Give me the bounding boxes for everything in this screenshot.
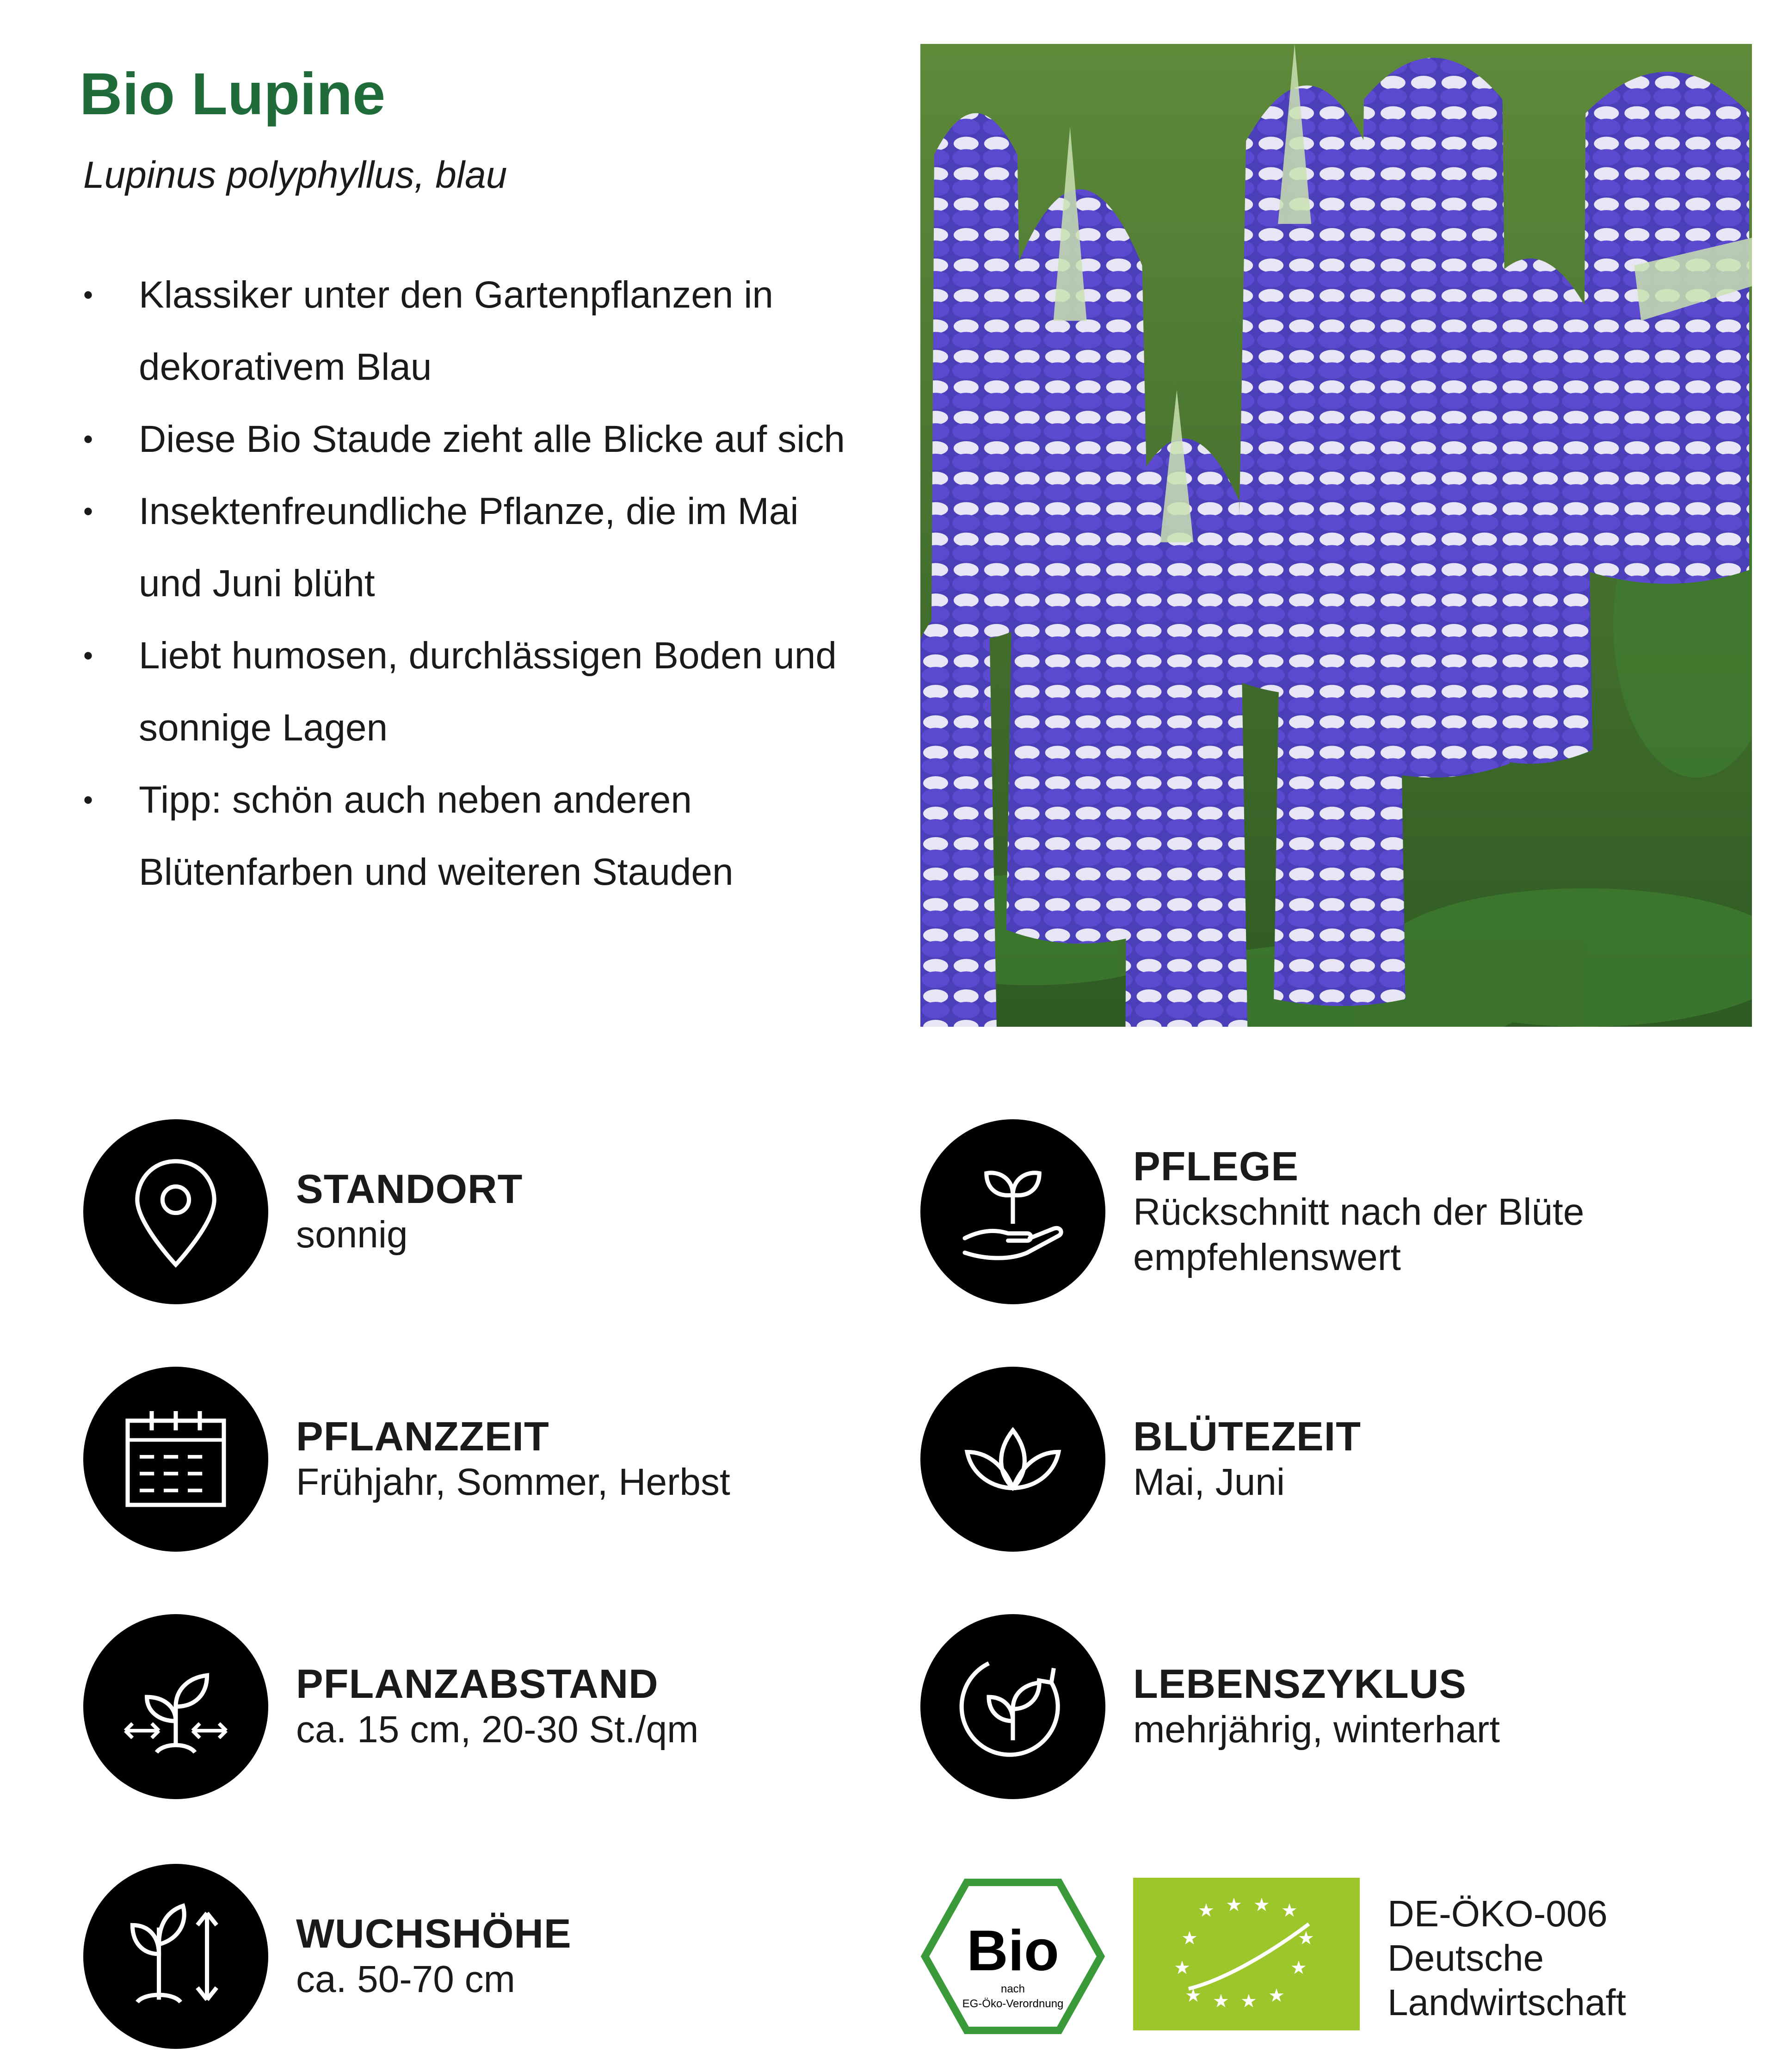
bullet-text: Klassiker unter den Gartenpflanzen in: [139, 274, 774, 316]
svg-text:★: ★: [1213, 1991, 1229, 2012]
info-lebenszyklus: [920, 1614, 1500, 1799]
svg-text:★: ★: [1240, 1991, 1257, 2012]
info-pflege: [920, 1119, 1584, 1304]
location-pin-icon: [116, 1152, 236, 1272]
svg-text:★: ★: [1226, 1894, 1242, 1916]
pflanzzeit-label: PFLANZZEIT: [296, 1413, 549, 1459]
hand-seedling-icon: [953, 1152, 1073, 1272]
info-bluetezeit: [920, 1367, 1361, 1552]
pflanzzeit-value: Frühjahr, Sommer, Herbst: [296, 1461, 730, 1503]
bullet-icon: •: [83, 640, 93, 671]
bluetezeit-label: BLÜTEZEIT: [1133, 1413, 1361, 1459]
origin-line-2: Landwirtschaft: [1388, 1982, 1626, 2023]
svg-text:★: ★: [1298, 1928, 1314, 1949]
standort-label: STANDORT: [296, 1166, 523, 1212]
bluetezeit-value: Mai, Juni: [1133, 1461, 1285, 1503]
plant-height-icon: [116, 1896, 236, 2016]
bullet-text: Blütenfarben und weiteren Stauden: [139, 851, 734, 893]
svg-text:★: ★: [1181, 1928, 1198, 1949]
pflanzabstand-label: PFLANZABSTAND: [296, 1661, 659, 1707]
plant-cycle-icon: [953, 1646, 1073, 1767]
pflanzabstand-icon-badge: [83, 1614, 268, 1799]
pflege-label: PFLEGE: [1133, 1143, 1299, 1189]
svg-text:★: ★: [1253, 1894, 1270, 1916]
list-item: [79, 403, 902, 475]
bullet-icon: •: [83, 784, 93, 815]
list-item: [79, 620, 902, 764]
bullet-text: Diese Bio Staude zieht alle Blicke auf sich: [139, 418, 845, 460]
pflege-icon-badge: [920, 1119, 1105, 1304]
bullet-text: und Juni blüht: [139, 562, 375, 604]
wuchshoehe-label: WUCHSHÖHE: [296, 1911, 572, 1956]
wuchshoehe-value: ca. 50-70 cm: [296, 1958, 515, 2000]
svg-text:EG-Öko-Verordnung: EG-Öko-Verordnung: [962, 1998, 1064, 2010]
standort-value: sonnig: [296, 1214, 408, 1256]
eu-leaf-stars-icon: [1133, 1878, 1360, 2030]
bullet-text: sonnige Lagen: [139, 707, 388, 749]
bullet-icon: •: [83, 424, 93, 455]
info-wuchshoehe: [83, 1864, 572, 2049]
eu-organic-logo: [1133, 1878, 1360, 2030]
certification-block: [920, 1878, 1753, 2035]
pflege-value: Rückschnitt nach der Blüte: [1133, 1191, 1585, 1233]
svg-text:★: ★: [1185, 1985, 1202, 2006]
bullet-text: dekorativem Blau: [139, 346, 432, 388]
bullet-icon: •: [83, 496, 93, 527]
lebenszyklus-label: LEBENSZYKLUS: [1133, 1661, 1467, 1707]
svg-text:nach: nach: [1000, 1983, 1025, 1995]
svg-text:★: ★: [1268, 1985, 1285, 2006]
lebenszyklus-icon-badge: [920, 1614, 1105, 1799]
origin-line-1: Deutsche: [1388, 1937, 1544, 1979]
calendar-icon: [116, 1399, 236, 1519]
bullet-text: Tipp: schön auch neben anderen: [139, 779, 692, 821]
page-title: Bio Lupine: [80, 61, 386, 127]
lupine-flowers-image: [920, 44, 1752, 1027]
feature-list: [79, 259, 902, 908]
info-pflanzzeit: [83, 1367, 730, 1552]
lotus-flower-icon: [953, 1399, 1073, 1519]
botanical-name: Lupinus polyphyllus, blau: [83, 154, 507, 196]
bullet-icon: •: [83, 279, 93, 310]
bluetezeit-icon-badge: [920, 1367, 1105, 1552]
svg-text:★: ★: [1281, 1900, 1298, 1921]
svg-text:Bio: Bio: [967, 1919, 1059, 1983]
list-item: [79, 764, 902, 908]
control-number: DE-ÖKO-006: [1388, 1893, 1608, 1934]
lebenszyklus-value: mehrjährig, winterhart: [1133, 1708, 1500, 1751]
info-pflanzabstand: [83, 1614, 699, 1799]
list-item: [79, 259, 902, 403]
bullet-text: Insektenfreundliche Pflanze, die im Mai: [139, 490, 799, 532]
svg-text:★: ★: [1290, 1957, 1307, 1979]
wuchshoehe-icon-badge: [83, 1864, 268, 2049]
product-photo: [920, 44, 1752, 1027]
list-item: [79, 475, 902, 620]
svg-text:★: ★: [1198, 1900, 1215, 1921]
pflanzzeit-icon-badge: [83, 1367, 268, 1552]
pflege-value-2: empfehlenswert: [1133, 1236, 1401, 1278]
standort-icon-badge: [83, 1119, 268, 1304]
info-standort: [83, 1119, 523, 1304]
bio-seal-logo: [920, 1878, 1105, 2035]
plant-spacing-icon: [116, 1646, 236, 1767]
svg-text:★: ★: [1174, 1957, 1190, 1979]
pflanzabstand-value: ca. 15 cm, 20-30 St./qm: [296, 1708, 699, 1751]
bullet-text: Liebt humosen, durchlässigen Boden und: [139, 635, 837, 677]
